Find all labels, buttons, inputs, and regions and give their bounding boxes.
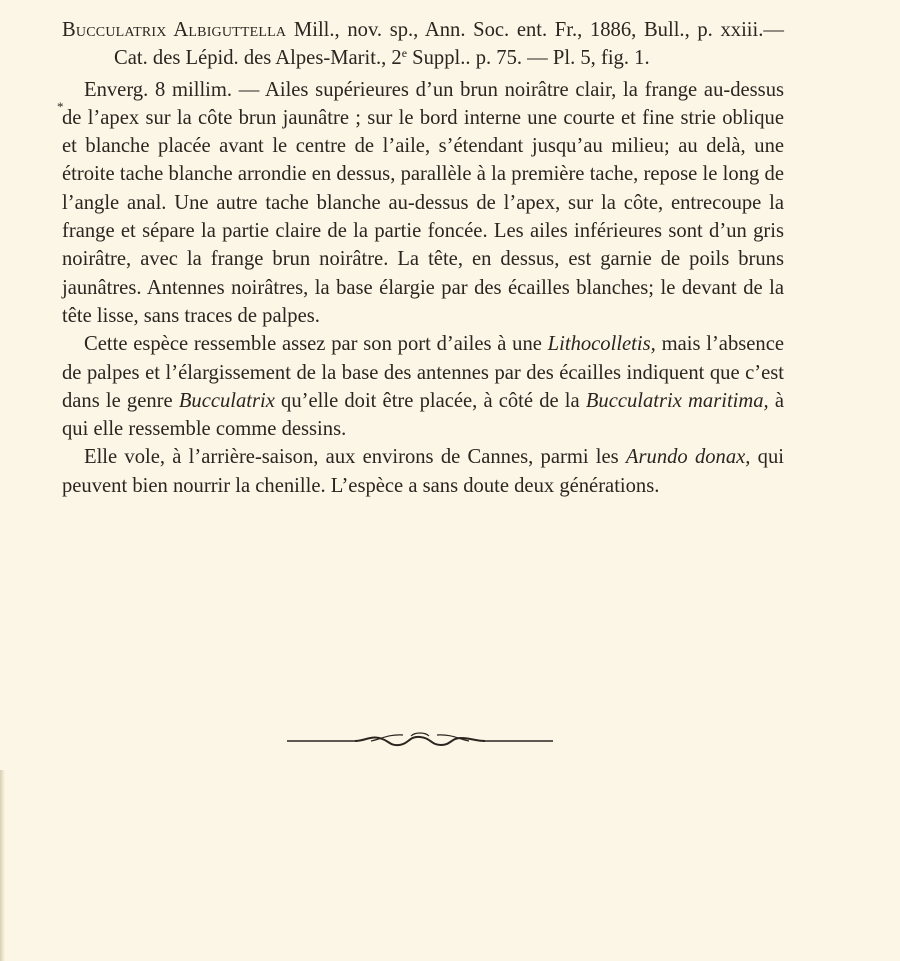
species-bucculatrix-maritima: Bucculatrix maritima, [585, 389, 769, 412]
marginal-asterisk: * [57, 99, 64, 114]
comparison-text-2: mais l’absence de palpes et l’élargissement de la base des antennes par des écailles indiquent que c’est dans le genre [62, 333, 784, 412]
page-edge-shadow [0, 770, 5, 961]
comparison-text-4: à qui elle ressemble comme dessins. [62, 389, 784, 441]
citation-part-2: Suppl.. p. 75. — Pl. 5, fig. 1. [407, 47, 650, 70]
citation-superscript: e [401, 46, 408, 61]
habitat-paragraph [62, 443, 784, 500]
comparison-text-1: Cette espèce ressemble assez par son port d’ailes à une [84, 333, 548, 356]
section-end-ornament [285, 728, 555, 754]
comparison-paragraph [62, 330, 784, 443]
citation-part-1: Mill., nov. sp., Ann. Soc. ent. Fr., 1886, Bull., p. xxiii.—Cat. des Lépid. des Alpes-Marit., 2 [114, 19, 784, 70]
species-heading [62, 16, 784, 73]
genus-bucculatrix: Bucculatrix [178, 389, 275, 412]
habitat-text-2: qui peuvent bien nourrir la chenille. L’espèce a sans doute deux générations. [62, 446, 784, 497]
genus-lithocolletis: Lithocolletis, [547, 333, 656, 356]
plant-arundo-donax: Arundo donax, [625, 446, 751, 469]
species-name: Bucculatrix Albiguttella [62, 19, 287, 41]
description-paragraph: Enverg. 8 millim. — Ailes supérieures d’un brun noirâtre clair, la frange au-dessus de l’apex sur la côte brun jaunâtre ; sur le bord interne une courte et fine strie oblique et blanche placée avant le centre de l’aile, s’étendant jusqu’au milieu; au delà, une étroite tache blanche arrondie en dessus, parallèle à la première tache, repose le long de l’angle anal. Une autre tache blanche au-dessus de l’apex, sur la côte, entrecoupe la frange et sépare la partie claire de la partie foncée. Les ailes inférieures sont d’un gris noirâtre, avec la frange brun noirâtre. La tête, en dessus, est garnie de poils bruns jaunâtres. Antennes noirâtres, la base élargie par des écailles blanches; le devant de la tête lisse, sans traces de palpes. [62, 78, 784, 327]
comparison-text-3: qu’elle doit être placée, à côté de la [274, 389, 586, 412]
text-block [62, 16, 784, 500]
habitat-text-1: Elle vole, à l’arrière-saison, aux environs de Cannes, parmi les [84, 446, 626, 469]
